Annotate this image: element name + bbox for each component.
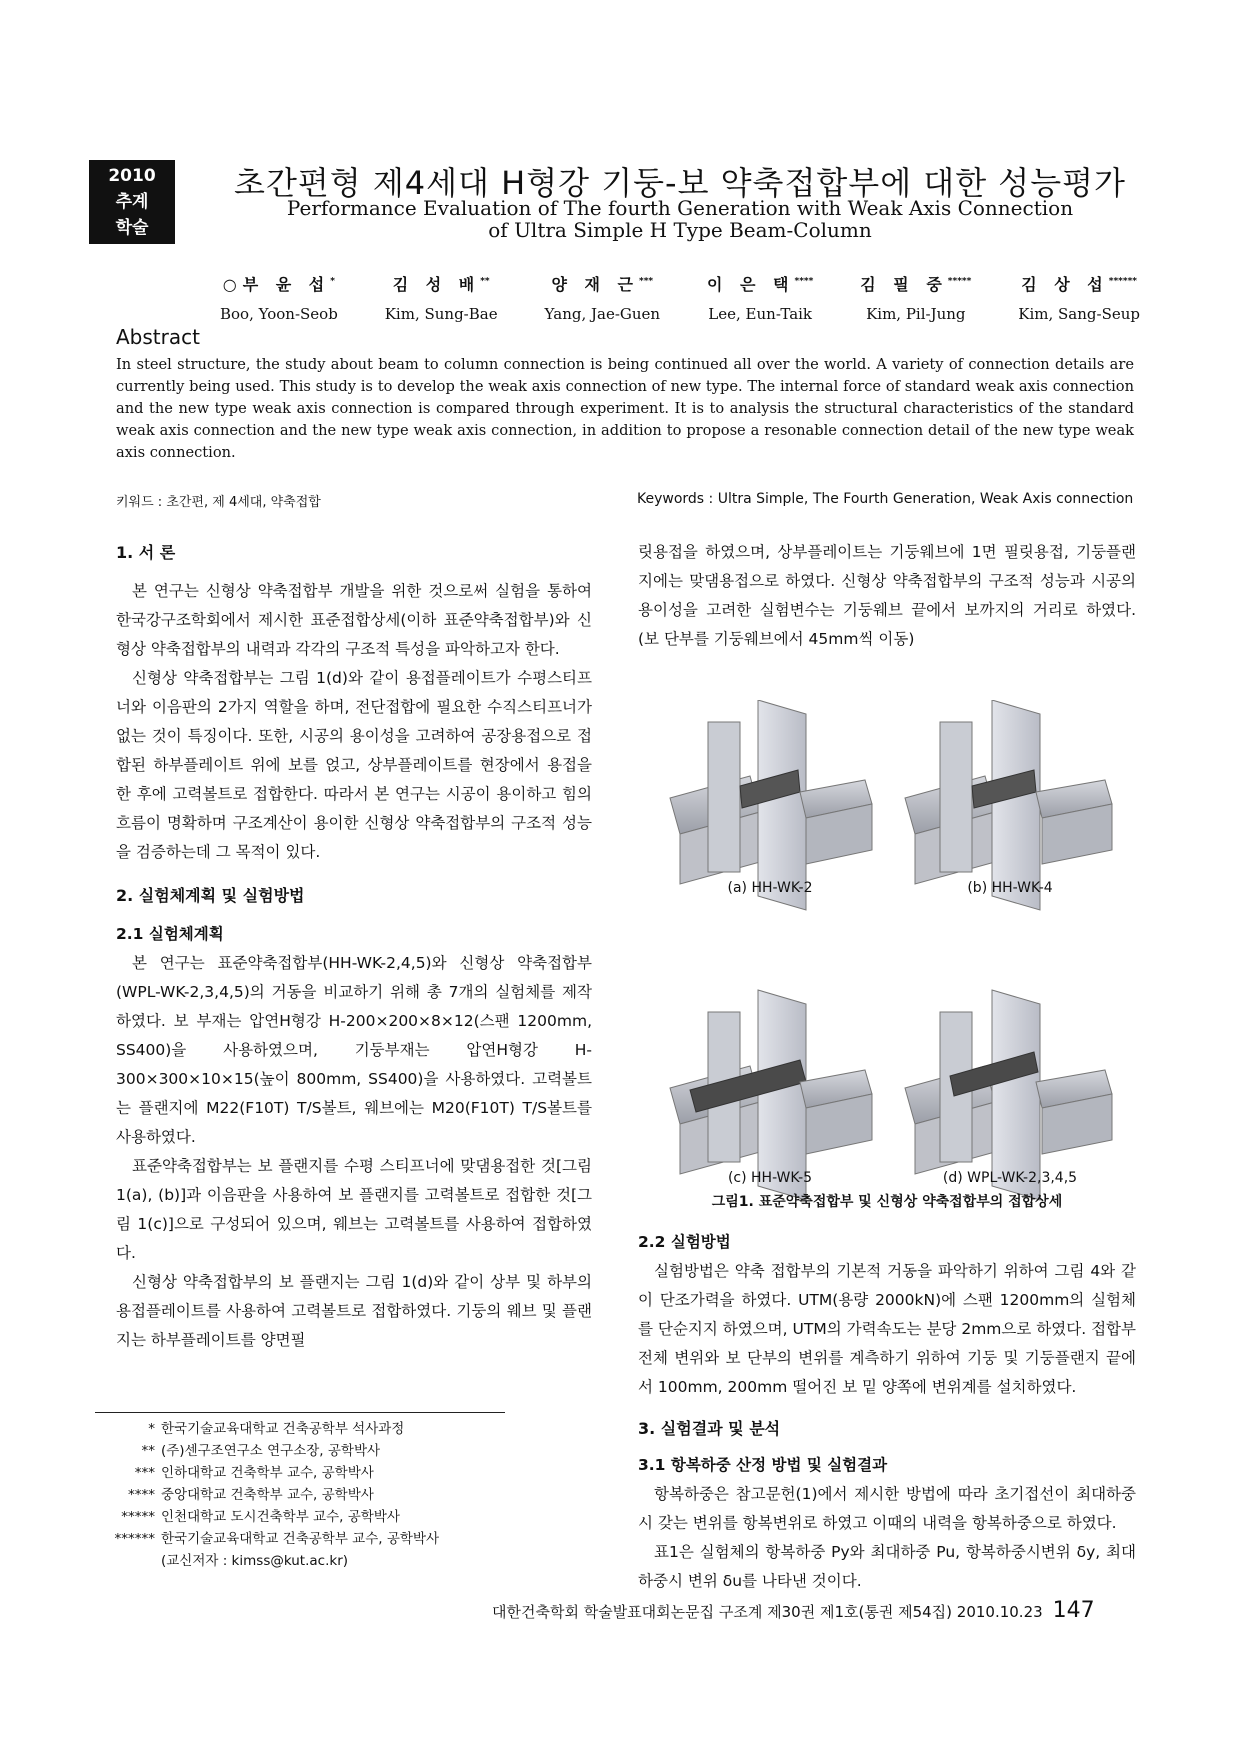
- figure-1-caption: 그림1. 표준약축접합부 및 신형상 약축접합부의 접합상세: [711, 1194, 1063, 1210]
- subsection-heading: 2.2 실험방법: [638, 1233, 731, 1251]
- paragraph: 본 연구는 표준약축접합부(HH-WK-2,4,5)와 신형상 약축접합부(WPL-WK-2,3,4,5)의 거동을 비교하기 위해 총 7개의 실험체를 제작하였다. 보 부재는 압연H형강 H-200×200×8×12(스팬 1200mm, SS400)을 사용하였으며, 기둥부재는 압연H형강 H-300×300×10×15(높이 800mm, SS400)을 사용하였다. 고력볼트는 플랜지에 M22(F10T) T/S볼트, 웨브에는 M20(F10T) T/S볼트를 사용하였다.: [116, 954, 592, 1146]
- author-name-en: Kim, Sang-Seup: [1018, 305, 1140, 323]
- author-name-en: Kim, Sung-Bae: [384, 305, 498, 323]
- figure-1d-drawing: [905, 990, 1112, 1200]
- author: [545, 272, 661, 323]
- footnote-mark: ******: [114, 1531, 155, 1547]
- footnote: [95, 1440, 535, 1462]
- paragraph: 신형상 약축접합부의 보 플랜지는 그림 1(d)와 같이 상부 및 하부의 용접플레이트를 사용하여 고력볼트로 접합하였다. 기둥의 웨브 및 플랜지는 하부플레이트를 양면필: [116, 1273, 592, 1349]
- author-mark: *****: [947, 276, 972, 287]
- figure-1b-drawing: [905, 700, 1112, 910]
- footnote-text: 한국기술교육대학교 건축공학부 석사과정: [161, 1421, 405, 1437]
- author: [860, 272, 971, 323]
- subsection-heading: 3.1 항복하중 산정 방법 및 실험결과: [638, 1456, 888, 1474]
- author-mark: ***: [638, 276, 654, 287]
- page-number: 147: [1052, 1598, 1095, 1623]
- footnote-mark: **: [141, 1443, 155, 1459]
- footnote-mark: ****: [128, 1487, 155, 1503]
- keywords-korean: 키워드 : 초간편, 제 4세대, 약축접합: [116, 495, 321, 510]
- conference-badge: [89, 160, 175, 244]
- paragraph: 표1은 실험체의 항복하중 Py와 최대하중 Pu, 항복하중시변위 δy, 최대하중시 변위 δu를 나타낸 것이다.: [638, 1543, 1136, 1590]
- author-name-ko: 김 필 중: [860, 275, 948, 294]
- footnote: [95, 1528, 535, 1550]
- figure-1d-label: (d) WPL-WK-2,3,4,5: [942, 1170, 1078, 1186]
- footnote: [95, 1418, 535, 1440]
- figure-1a-label: (a) HH-WK-2: [727, 880, 813, 896]
- author: [385, 272, 498, 323]
- footnote: [95, 1484, 535, 1506]
- author-name-en: Yang, Jae-Guen: [544, 305, 661, 323]
- author-mark: **: [480, 276, 490, 287]
- footnote-mark: *****: [121, 1509, 155, 1525]
- author-name-ko: 김 성 배: [392, 275, 481, 294]
- footnote: [95, 1462, 535, 1484]
- footnote: [95, 1506, 535, 1528]
- author-name-ko: 양 재 근: [551, 275, 639, 294]
- title-english-line2: of Ultra Simple H Type Beam-Column: [488, 218, 872, 242]
- footnotes: [95, 1418, 535, 1572]
- title-english: [200, 197, 1160, 241]
- author-name-en: Boo, Yoon-Seob: [220, 305, 338, 323]
- author: [220, 272, 338, 323]
- footnote-mark: ***: [134, 1465, 155, 1481]
- author-mark: ******: [1108, 276, 1137, 287]
- figure-1a-drawing: [670, 700, 872, 910]
- author-name-ko: 이 은 택: [707, 275, 795, 294]
- footnote-divider: [95, 1412, 505, 1413]
- footnote-text: 한국기술교육대학교 건축공학부 교수, 공학박사: [161, 1531, 439, 1547]
- abstract-heading: Abstract: [116, 325, 200, 349]
- footer-journal: 대한건축학회 학술발표대회논문집 구조계 제30권 제1호(통권 제54집) 2010.10.23: [492, 1603, 1043, 1621]
- footnote-text: (주)센구조연구소 연구소장, 공학박사: [161, 1443, 381, 1459]
- author-name-ko: ○부 윤 섭: [222, 275, 331, 294]
- author-name-en: Kim, Pil-Jung: [866, 305, 966, 323]
- section-heading: 1. 서 론: [116, 543, 176, 562]
- author: [1018, 272, 1140, 323]
- paragraph: 릿용접을 하였으며, 상부플레이트는 기둥웨브에 1면 필릿용접, 기둥플랜지에는 맞댐용접으로 하였다. 신형상 약축접합부의 구조적 성능과 시공의 용이성을 고려한 실험변수는 기둥웨브 끝에서 보까지의 거리로 하였다. (보 단부를 기둥웨브에서 45mm씩 이동): [638, 543, 1136, 648]
- paragraph: 실험방법은 약축 접합부의 기본적 거동을 파악하기 위하여 그림 4와 같이 단조가력을 하였다. UTM(용량 2000kN)에 스팬 1200mm의 실험체를 단순지지 하였으며, UTM의 가력속도는 분당 2mm으로 하였다. 접합부 전체 변위와 보 단부의 변위를 계측하기 위하여 기둥 및 기둥플랜지 끝에서 100mm, 200mm 떨어진 보 밑 양쪽에 변위계를 설치하였다.: [638, 1262, 1136, 1396]
- author-mark: *: [330, 276, 335, 287]
- paragraph: 신형상 약축접합부는 그림 1(d)와 같이 용접플레이트가 수평스티프너와 이음판의 2가지 역할을 하며, 전단접합에 필요한 수직스티프너가 없는 것이 특징이다. 또한, 시공의 용이성을 고려하여 공장용접으로 접합된 하부플레이트 위에 보를 얹고, 상부플레이트를 현장에서 용접을 한 후에 고력볼트로 접합한다. 따라서 본 연구는 시공이 용이하고 힘의 흐름이 명확하며 구조계산이 용이한 신형상 약축접합부의 구조적 성능을 검증하는데 그 목적이 있다.: [116, 669, 592, 861]
- title-english-line1: Performance Evaluation of The fourth Generation with Weak Axis Connection: [286, 196, 1074, 220]
- footnote: [95, 1550, 535, 1572]
- title-korean: 초간편형 제4세대 H형강 기둥-보 약축접합부에 대한 성능평가: [234, 164, 1126, 202]
- figure-1b-label: (b) HH-WK-4: [967, 880, 1053, 896]
- badge-type: 학술: [115, 218, 149, 238]
- keywords-english: Keywords : Ultra Simple, The Fourth Generation, Weak Axis connection: [637, 491, 1134, 507]
- paragraph: 항복하중은 참고문헌(1)에서 제시한 방법에 따라 초기접선이 최대하중시 갖는 변위를 항복변위로 하였고 이때의 내력을 항복하중으로 하였다.: [638, 1485, 1136, 1532]
- page-footer: [492, 1598, 1095, 1623]
- author-name-en: Lee, Eun-Taik: [708, 305, 813, 323]
- paragraph: 표준약축접합부는 보 플랜지를 수평 스티프너에 맞댐용접한 것[그림 1(a), (b)]과 이음판을 사용하여 보 플랜지를 고력볼트로 접합한 것[그림 1(c)]으로 구성되어 있으며, 웨브는 고력볼트를 사용하여 접합하였다.: [116, 1157, 592, 1262]
- abstract-text: In steel structure, the study about beam to column connection is being continued all over the world. A variety of connection details are currently being used. This study is to develop the weak axis connection of new type. The internal force of standard weak axis connection and the new type weak axis connection is compared through experiment. It is to analysis the structural characteristics of the standard weak axis connection and the new type weak axis connection, in addition to propose a resonable connection detail of the new type weak axis connection.: [116, 356, 1134, 461]
- subsection-heading: 2.1 실험체계획: [116, 925, 224, 943]
- right-column-top: [638, 538, 1136, 654]
- section-heading: 3. 실험결과 및 분석: [638, 1419, 781, 1438]
- author-list: [220, 272, 1140, 323]
- right-column-bottom: [638, 1228, 1136, 1596]
- footnote-text: 인천대학교 도시건축학부 교수, 공학박사: [161, 1509, 400, 1525]
- badge-year: 2010: [108, 166, 156, 186]
- left-column: [116, 538, 592, 1355]
- figure-1c-label: (c) HH-WK-5: [727, 1170, 813, 1186]
- footnote-mark: *: [148, 1421, 155, 1437]
- section-heading: 2. 실험체계획 및 실험방법: [116, 886, 305, 905]
- footnote-text: 중앙대학교 건축학부 교수, 공학박사: [161, 1487, 374, 1503]
- badge-season: 추계: [115, 192, 149, 212]
- footnote-text: (교신저자 : kimss@kut.ac.kr): [161, 1553, 349, 1569]
- author-name-ko: 김 상 섭: [1021, 275, 1109, 294]
- author-mark: ****: [794, 276, 814, 287]
- footnote-text: 인하대학교 건축학부 교수, 공학박사: [161, 1465, 374, 1481]
- figure-1c-drawing: [670, 990, 872, 1200]
- author: [707, 272, 813, 323]
- paragraph: 본 연구는 신형상 약축접합부 개발을 위한 것으로써 실험을 통하여 한국강구조학회에서 제시한 표준접합상세(이하 표준약축접합부)와 신형상 약축접합부의 내력과 각각의 구조적 특성을 파악하고자 한다.: [116, 582, 592, 658]
